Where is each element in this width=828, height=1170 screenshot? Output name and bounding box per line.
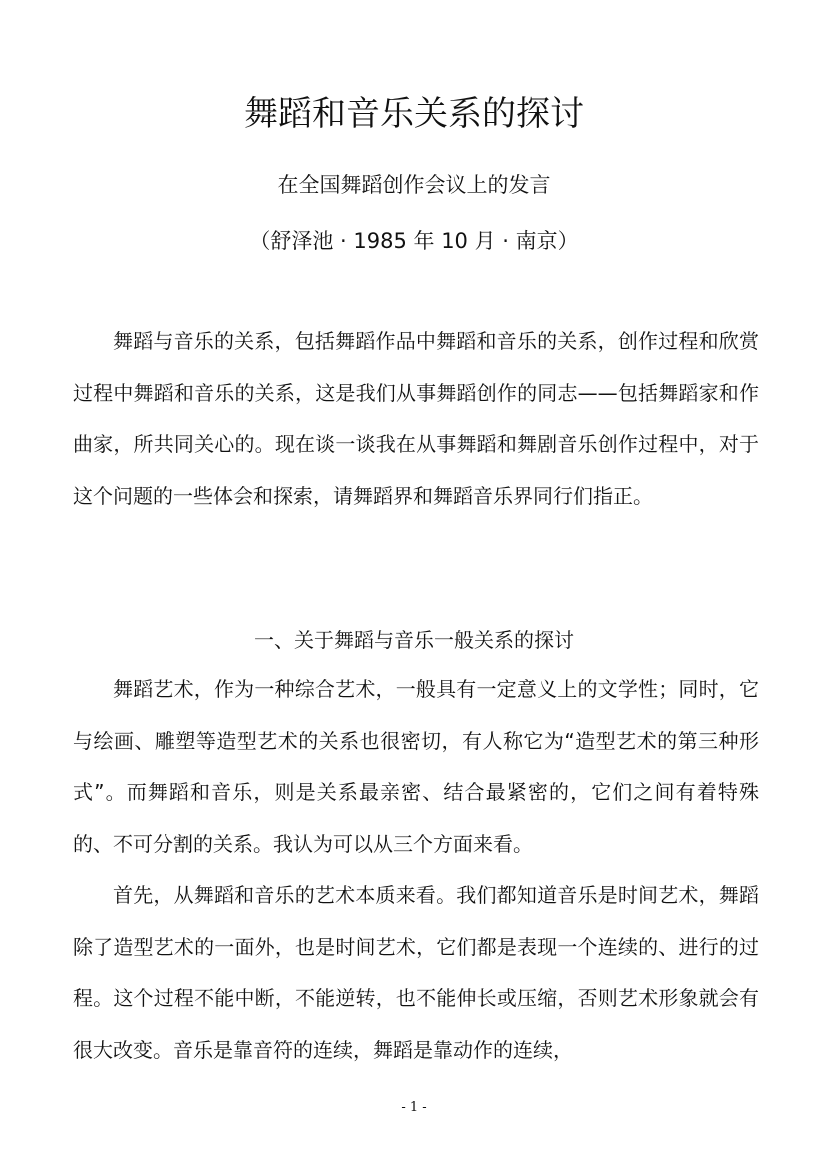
page-number: - 1 - [401, 1100, 427, 1115]
body-paragraph: 舞蹈艺术，作为一种综合艺术，一般具有一定意义上的文学性；同时，它与绘画、雕塑等造型艺术的关系也很密切，有人称它为“造型艺术的第三种形式”。而舞蹈和音乐，则是关系最亲密、结合最紧密的，它们之间有着特殊的、不可分割的关系。我认为可以从三个方面来看。 [73, 677, 759, 856]
document-title: 舞蹈和音乐关系的探讨 [244, 94, 584, 134]
author-date-line: （舒泽池 · 1985 年 10 月 · 南京） [249, 229, 579, 253]
document-subtitle: 在全国舞蹈创作会议上的发言 [277, 173, 551, 197]
intro-paragraph: 舞蹈与音乐的关系，包括舞蹈作品中舞蹈和音乐的关系，创作过程和欣赏过程中舞蹈和音乐的关系，这是我们从事舞蹈创作的同志——包括舞蹈家和作曲家，所共同关心的。现在谈一谈我在从事舞蹈和舞剧音乐创作过程中，对于这个问题的一些体会和探索，请舞蹈界和舞蹈音乐界同行们指正。 [73, 329, 759, 508]
section-heading: 一、关于舞蹈与音乐一般关系的探讨 [254, 628, 574, 652]
body-paragraph: 首先，从舞蹈和音乐的艺术本质来看。我们都知道音乐是时间艺术，舞蹈除了造型艺术的一面外，也是时间艺术，它们都是表现一个连续的、进行的过程。这个过程不能中断，不能逆转，也不能伸长或压缩，否则艺术形象就会有很大改变。音乐是靠音符的连续，舞蹈是靠动作的连续， [73, 883, 759, 1062]
